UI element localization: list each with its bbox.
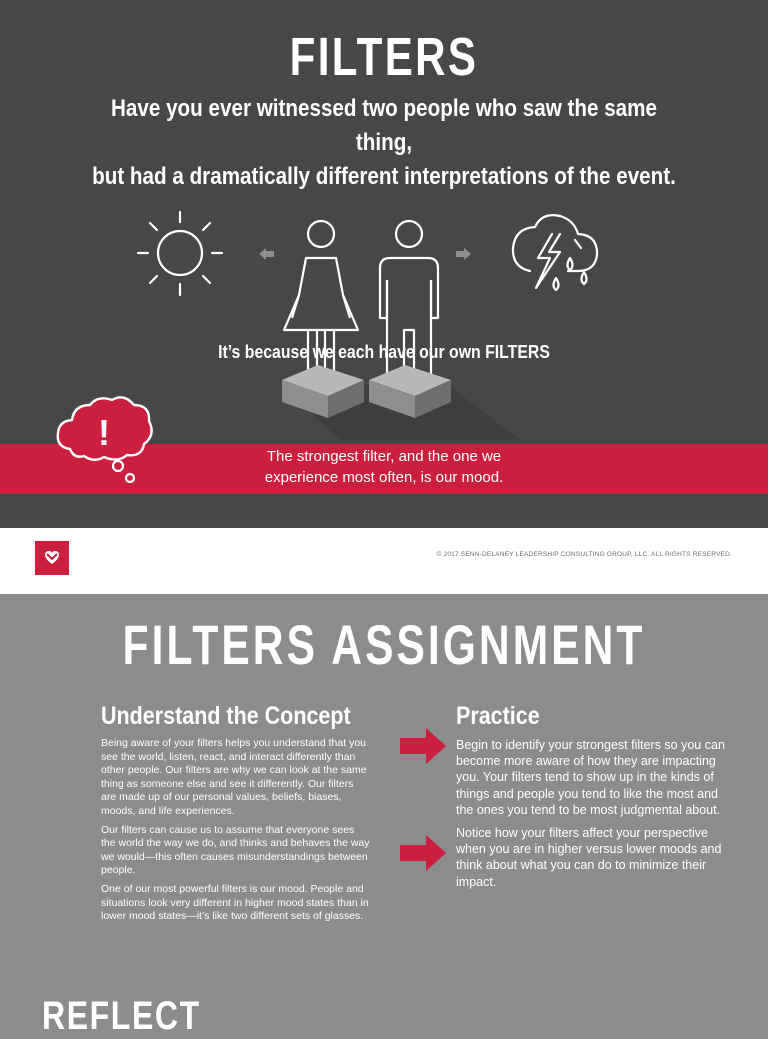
filters-question (88, 92, 680, 194)
exclamation-mark: ! (98, 412, 110, 453)
sun-icon (138, 212, 222, 295)
arrow-right-icon (400, 833, 448, 873)
footer-strip (0, 528, 768, 594)
arrow-right-icon (400, 726, 448, 766)
understand-column (101, 702, 371, 929)
page-title: FILTERS (289, 27, 479, 87)
assignment-panel (0, 594, 768, 1038)
logo (35, 541, 69, 575)
filters-question-line-1: Have you ever witnessed two people who saw the same thing, (111, 95, 657, 156)
understand-paragraph: One of our most powerful filters is our mood. People and situations look very different in higher mood states than in lower mood states—it’s like two different sets of glasses. (101, 882, 369, 923)
practice-column (456, 702, 726, 897)
reflect-heading: REFLECT (42, 994, 201, 1038)
assignment-title: FILTERS ASSIGNMENT (122, 613, 646, 676)
filters-explanation: It’s because we each have our own FILTERS (218, 342, 550, 362)
mood-statement (184, 446, 584, 488)
mood-statement-line-1: The strongest filter, and the one we (266, 448, 502, 465)
arrow-left-icon (259, 248, 274, 260)
heart-chevron-icon (35, 541, 69, 575)
practice-heading: Practice (456, 702, 540, 730)
practice-paragraph: Begin to identify your strongest filters so you can become more aware of how they are impacting you. Your filters tend to show up in the kinds of things and people you tend to like the most and the ones you tend to be most judgmental about. (456, 738, 725, 817)
practice-paragraph: Notice how your filters affect your perspective when you are in higher versus lower moods and think about what you can do to minimize their impact. (456, 826, 722, 889)
understand-paragraph: Being aware of your filters helps you understand that you see the world, listen, react, and interact differently than other people. Our filters are why we can look at the same thing as someone else and see it differently. Our filters are made up of our personal values, beliefs, biases, moods, and life experiences. (101, 737, 367, 817)
arrow-right-icon (456, 248, 471, 260)
filters-question-line-2: but had a dramatically different interpretations of the event. (92, 163, 676, 190)
understand-heading: Understand the Concept (101, 702, 351, 730)
understand-paragraph: Our filters can cause us to assume that everyone sees the world the way we do, and thinks and behaves the way we would—this often causes misunderstandings between people. (101, 823, 370, 877)
storm-cloud-icon (513, 215, 597, 290)
thought-bubble-icon (50, 393, 160, 493)
copyright-notice: © 2017 SENN-DELANEY LEADERSHIP CONSULTING GROUP, LLC. ALL RIGHTS RESERVED. (436, 551, 732, 558)
mood-statement-line-2: experience most often, is our mood. (264, 469, 504, 486)
